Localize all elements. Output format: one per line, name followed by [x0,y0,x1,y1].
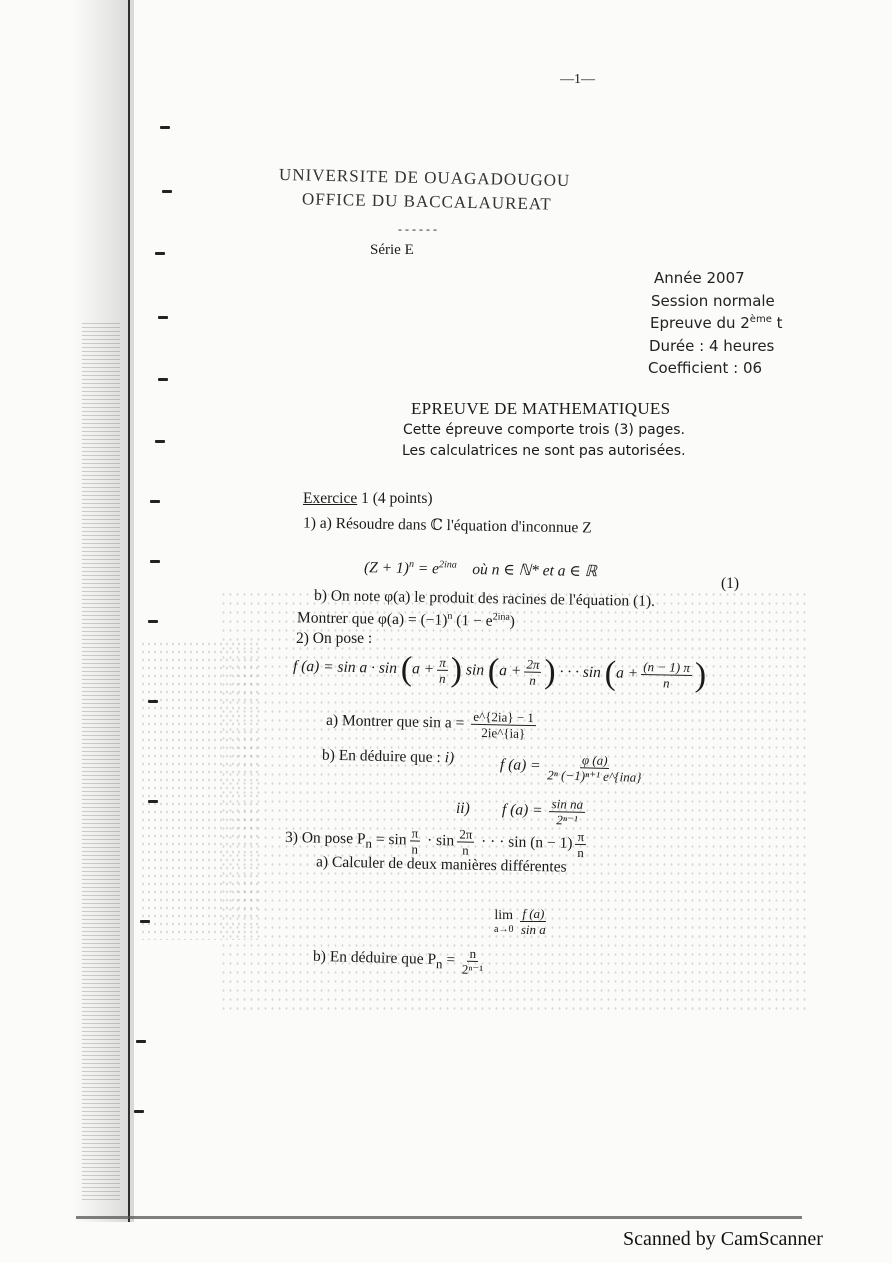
exam-year: Année 2007 [654,269,745,287]
question-2b-ii-label: ii) [456,800,470,817]
page-number: —1— [560,72,595,87]
margin-mark [150,560,160,563]
f-definition: f (a) = sin a · sin (a + $\frac{\pi}{n}$ ) sin (a + $\frac{2\pi}{n}$ ) · · · sin (a + $\frac{(n - 1) \pi}{n}$ ) [292,650,707,694]
margin-mark [155,252,165,255]
serie-label: Série E [370,242,414,258]
exam-duration: Durée : 4 heures [649,337,775,355]
calculator-note: Les calculatrices ne sont pas autorisées. [402,443,686,459]
question-1a: 1) a) Résoudre dans ℂ l'équation d'inconnue Z [302,514,592,537]
margin-mark [158,316,168,319]
scan-noise [140,640,260,940]
exam-coefficient: Coefficient : 06 [648,359,763,377]
question-3a: a) Calculer de deux manières différentes [315,853,567,876]
question-2b-i-formula: f (a) = $\frac{\varphi (a)}{\text{2ⁿ (−1)ⁿ⁺¹ e\textasciicircum{}\{ina\}}}$ [499,752,642,785]
exam-session: Session normale [651,292,775,310]
margin-mark [148,620,158,623]
exercise-heading: Exercice 1 (4 points) [303,490,433,507]
margin-mark [150,500,160,503]
exam-epreuve: Epreuve du 2ème t [650,314,783,332]
question-2b-ii-formula: f (a) = $\frac{\text{sin na}}{\text{2ⁿ⁻¹}}$ [501,796,584,828]
page-count-note: Cette épreuve comporte trois (3) pages. [403,422,686,438]
margin-mark [155,440,165,443]
margin-mark [162,190,172,193]
question-1b: b) On note φ(a) le produit des racines de l'équation (1). [313,587,656,610]
office-name: OFFICE DU BACCALAUREAT [301,189,552,214]
bottom-edge-line [76,1216,802,1219]
question-2: 2) On pose : [296,630,373,647]
question-2a: a) Montrer que sin a = $\frac{e\^{}\{2ia\} - 1}{2ie\^{}\{ia\}}$ [325,708,535,741]
page-edge-line [128,0,130,1222]
scanner-watermark: Scanned by CamScanner [623,1228,823,1250]
question-3b: b) En déduire que $P_n$ = $\frac{n}{\text{2ⁿ⁻¹}}$ [312,945,484,978]
binding-speckle [82,320,120,1200]
exam-title: EPREUVE DE MATHEMATIQUES [411,399,671,418]
limit-expression: lim a→0 $\frac{f (a)}{\text{sin a}}$ [494,906,546,937]
question-1b-show: Montrer que $\varphi(a) = (-1)^n$ $(1 - e^{2ina})$ [296,609,516,631]
university-name: UNIVERSITE DE OUAGADOUGOU [278,164,571,191]
margin-mark [134,1110,144,1113]
question-3: 3) On pose $P_n = \sin$ $\frac{\pi}{n}$ · sin $\frac{2\pi}{n}$ · · · sin (n − 1) $\frac{\pi}{n}$ [284,825,585,861]
margin-mark [158,378,168,381]
margin-mark [160,126,170,129]
margin-mark [136,1040,146,1043]
question-2b: b) En déduire que : i) [321,746,455,767]
equation-tag: (1) [721,575,740,592]
header-dashes: - - - - - - [398,222,437,236]
equation-1: $(Z + 1)^n = e^{2ina}$ où n ∈ ℕ* et a ∈ ℝ [363,558,598,581]
